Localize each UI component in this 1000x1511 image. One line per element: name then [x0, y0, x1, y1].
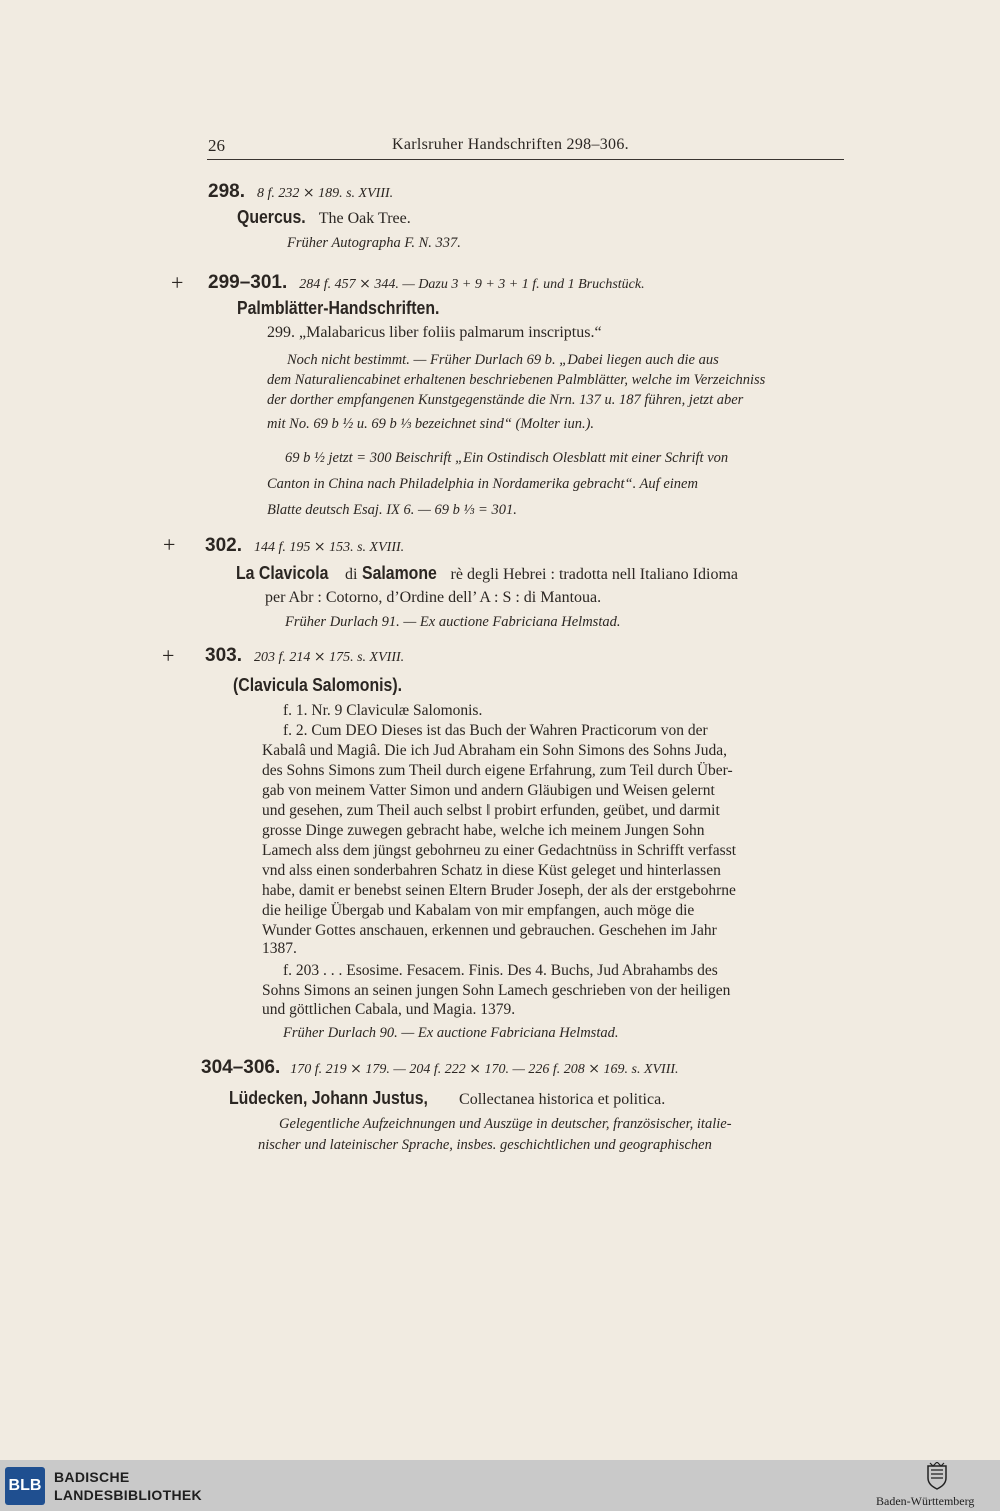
note-line: nischer und lateinischer Sprache, insbes. geschichtlichen und geographischen [258, 1137, 712, 1153]
entry-304-title [229, 1088, 665, 1109]
entry-302-title [236, 563, 738, 584]
entry-303-provenance: Früher Durlach 90. — Ex auctione Fabriciana Helmstad. [283, 1025, 619, 1041]
entry-299-subtitle: 299. „Malabaricus liber foliis palmarum inscriptus.“ [267, 324, 602, 341]
entry-title-connector: di [341, 566, 362, 583]
state-name: Baden-Württemberg [876, 1494, 975, 1508]
coat-of-arms-icon [926, 1462, 948, 1490]
note-line: Noch nicht bestimmt. — Früher Durlach 69 b. „Dabei liegen auch die aus [287, 352, 719, 368]
text-line: die heilige Übergab und Kabalam von mir empfangen, auch möge die [262, 902, 695, 919]
entry-meta: 284 f. 457 ⨯ 344. — Dazu 3 + 9 + 3 + 1 f. und 1 Bruchstück. [299, 277, 645, 292]
plus-marker: + [162, 643, 175, 668]
footer-bar [0, 1460, 1000, 1511]
text-line: 1387. [262, 940, 297, 957]
note-line: 69 b ½ jetzt = 300 Beischrift „Ein Ostindisch Olesblatt mit einer Schrift von [285, 450, 729, 466]
text-line: Kabalâ und Magiâ. Die ich Jud Abraham ein Sohn Simons des Sohns Juda, [262, 742, 727, 759]
page-number: 26 [208, 136, 225, 155]
entry-title: Palmblätter-Handschriften. [237, 298, 440, 318]
entry-title: Salamone [361, 563, 437, 583]
entry-number: 299–301. [208, 272, 288, 293]
entry-303-heading [205, 645, 404, 667]
entry-298-provenance: Früher Autographa F. N. 337. [287, 235, 461, 251]
entry-299-title [237, 298, 467, 319]
entry-meta: 144 f. 195 ⨯ 153. s. XVIII. [253, 540, 405, 555]
entry-303-title [233, 675, 425, 696]
text-line: Wunder Gottes anschauen, erkennen und gebrauchen. Geschehen im Jahr [262, 922, 717, 939]
library-name-line1: BADISCHE [54, 1469, 130, 1485]
entry-302-heading [205, 535, 404, 557]
library-name-line2: LANDESBIBLIOTHEK [54, 1487, 202, 1503]
text-line: vnd alss einen sonderbahren Schatz in diese Küst geleget und hinterlassen [262, 862, 721, 879]
note-line: dem Naturaliencabinet erhaltenen beschriebenen Palmblätter, welche im Verzeichniss [267, 372, 766, 388]
entry-number: 302. [205, 535, 242, 556]
text-line: f. 2. Cum DEO Dieses ist das Buch der Wahren Practicorum von der [283, 722, 708, 739]
text-line: und göttlichen Cabala, und Magia. 1379. [262, 1001, 516, 1018]
entry-298-heading [208, 181, 393, 203]
entry-302-line2: per Abr : Cotorno, d’Ordine dell’ A : S : di Mantoua. [265, 589, 602, 606]
entry-title-rest: Collectanea historica et politica. [455, 1091, 666, 1108]
entry-number: 303. [205, 645, 242, 666]
text-line: f. 203 . . . Esosime. Fesacem. Finis. Des 4. Buchs, Jud Abrahambs des [283, 962, 718, 979]
entry-302-provenance: Früher Durlach 91. — Ex auctione Fabriciana Helmstad. [285, 614, 621, 630]
entry-298-title [237, 207, 411, 228]
entry-title: Quercus. [237, 207, 306, 227]
running-title: Karlsruher Handschriften 298–306. [392, 136, 629, 153]
note-line: Canton in China nach Philadelphia in Nordamerika gebracht“. Auf einem [267, 476, 698, 492]
text-line: Sohns Simons an seinen jungen Sohn Lamech geschrieben von der heiligen [262, 982, 731, 999]
note-line: Gelegentliche Aufzeichnungen und Auszüge in deutscher, französischer, italie- [279, 1116, 732, 1132]
text-line: des Sohns Simons zum Theil durch eigene Erfahrung, zum Teil durch Über- [262, 762, 733, 779]
entry-title: La Clavicola [236, 563, 329, 583]
note-line: mit No. 69 b ½ u. 69 b ⅓ bezeichnet sind“ (Molter iun.). [267, 416, 595, 432]
text-line: habe, damit er benebst seinen Eltern Bruder Joseph, der als der erstgebohrne [262, 882, 736, 899]
entry-304-heading [201, 1057, 679, 1079]
text-line: grosse Dinge zuwegen gebracht habe, welche ich meinem Jungen Sohn [262, 822, 705, 839]
text-line: und gesehen, zum Theil auch selbst ‖ probirt erfunden, geübet, und darmit [262, 802, 720, 819]
entry-meta: 203 f. 214 ⨯ 175. s. XVIII. [253, 650, 405, 665]
entry-number: 298. [208, 181, 245, 202]
note-line: Blatte deutsch Esaj. IX 6. — 69 b ⅓ = 301. [267, 502, 517, 518]
text-line: Lamech alss dem jüngst gebohrneu zu einer Gedachtnüss in Schrifft verfasst [262, 842, 737, 859]
entry-299-heading [208, 272, 645, 294]
plus-marker: + [171, 270, 184, 295]
text-line: gab von meinem Vatter Simon und andern Gläubigen und Weisen gelernt [262, 782, 715, 799]
entry-meta: 170 f. 219 ⨯ 179. — 204 f. 222 ⨯ 170. — 226 f. 208 ⨯ 169. s. XVIII. [290, 1062, 679, 1077]
entry-title: (Clavicula Salomonis). [233, 675, 403, 695]
plus-marker: + [163, 532, 176, 557]
text-line: f. 1. Nr. 9 Claviculæ Salomonis. [283, 702, 483, 719]
blb-logo[interactable]: BLB [5, 1467, 45, 1505]
entry-number: 304–306. [201, 1057, 281, 1078]
entry-title-rest: The Oak Tree. [315, 210, 411, 227]
note-line: der dorther empfangenen Kunstgegenstände die Nrn. 137 u. 187 führen, jetzt aber [267, 392, 744, 408]
header-rule [207, 159, 844, 160]
entry-title: Lüdecken, Johann Justus, [229, 1088, 428, 1108]
entry-meta: 8 f. 232 ⨯ 189. s. XVIII. [256, 186, 394, 201]
entry-title-rest: rè degli Hebrei : tradotta nell Italiano Idioma [446, 566, 738, 583]
